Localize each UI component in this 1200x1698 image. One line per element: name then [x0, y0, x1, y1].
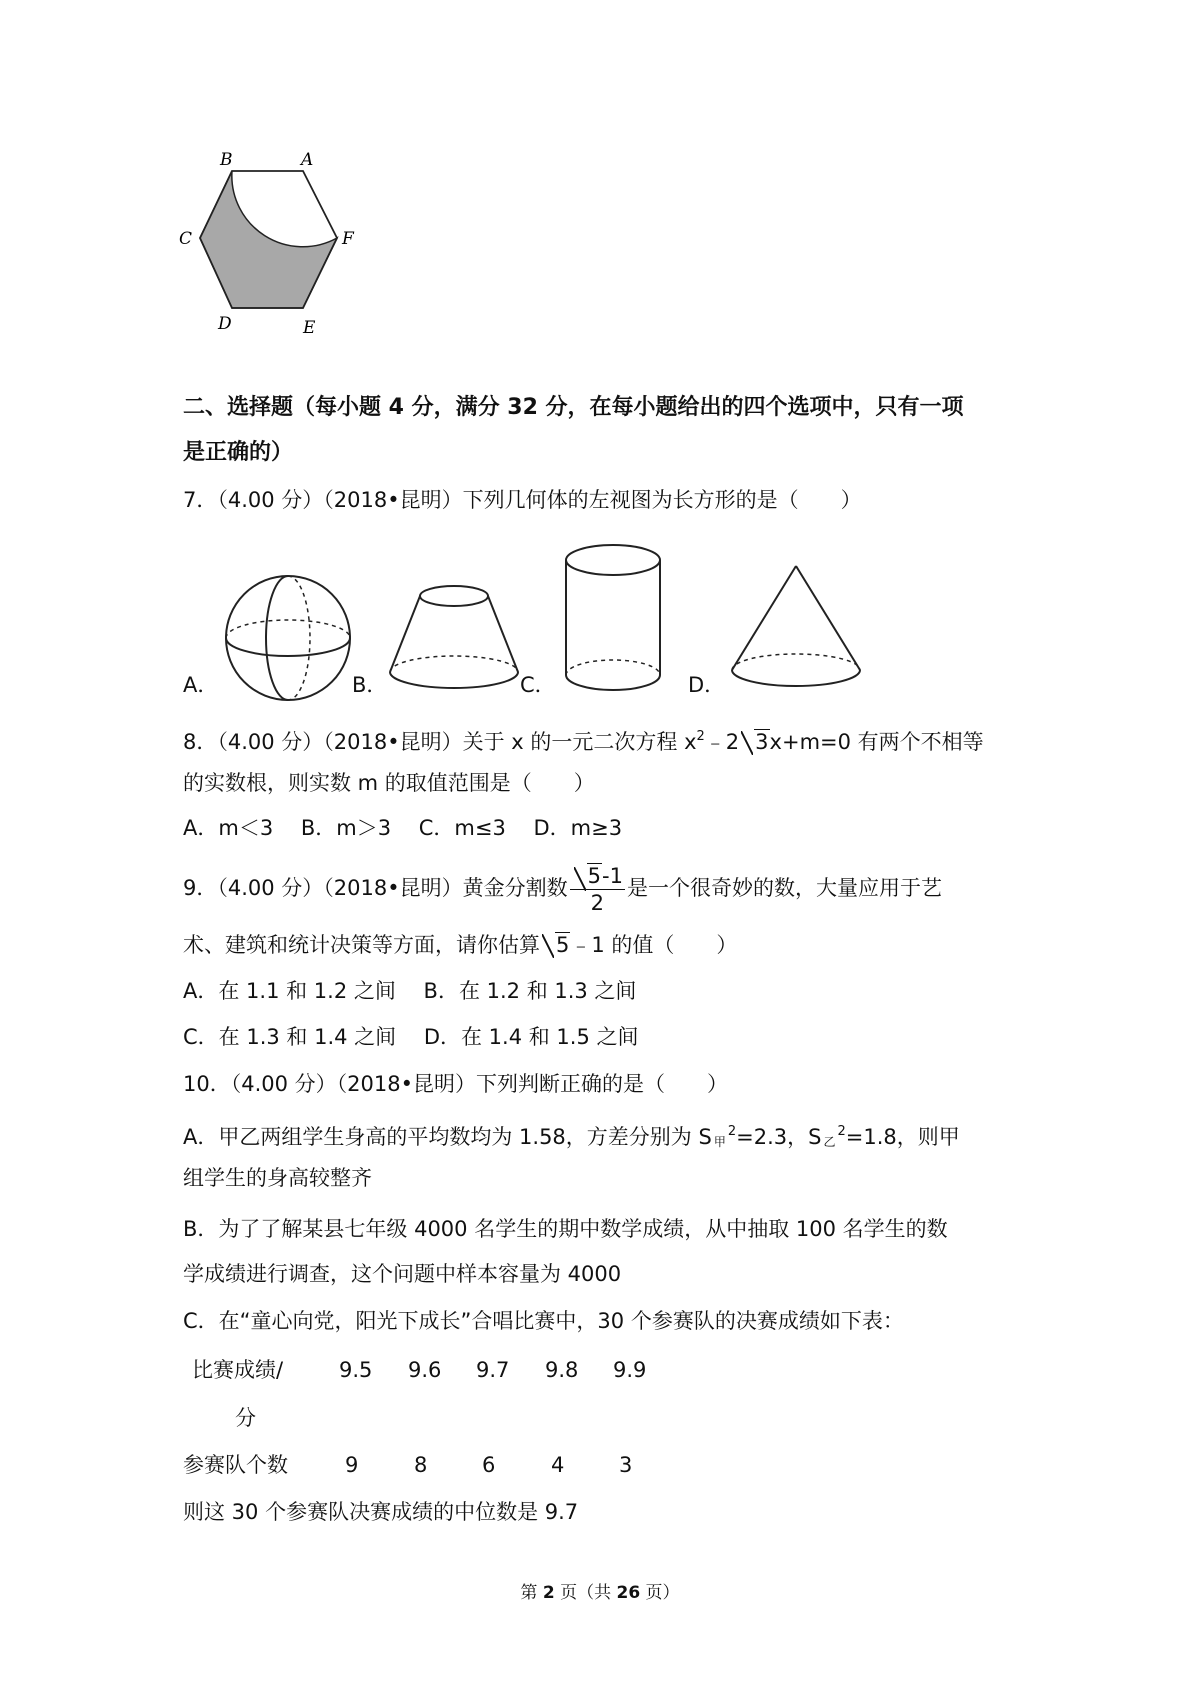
q7-option-c-label: C．	[520, 673, 556, 697]
q10-a-sup2: 2	[837, 1124, 846, 1139]
table-score-cell: 9.8	[545, 1358, 579, 1382]
q8-exponent: 2	[696, 729, 705, 744]
q10-option-b-line2: 学成绩进行调查，这个问题中样本容量为 4000	[183, 1262, 622, 1286]
table-row1-label-unit: 分	[235, 1406, 256, 1430]
section-title-line1: 二、选择题（每小题 4 分，满分 32 分，在每小题给出的四个选项中，只有一项	[183, 395, 964, 420]
cone-figure	[726, 560, 866, 700]
hexagon-figure	[175, 140, 375, 340]
q9-line2-prefix: 术、建筑和统计决策等方面，请你估算	[183, 933, 540, 957]
table-score-cell: 9.6	[408, 1358, 442, 1382]
q10-option-c-line1: C．在“童心向党，阳光下成长”合唱比赛中，30 个参赛队的决赛成绩如下表：	[183, 1309, 904, 1333]
q9-suffix: 是一个很奇妙的数，大量应用于艺	[626, 876, 942, 900]
golden-ratio-fraction	[570, 863, 625, 916]
q10-option-b-line1: B．为了了解某县七年级 4000 名学生的期中数学成绩，从中抽取 100 名学生的数	[183, 1217, 948, 1241]
table-row1-label: 比赛成绩/	[192, 1358, 284, 1382]
q9-line2-suffix: ﹣1 的值（ ）	[570, 933, 738, 957]
table-count-cell: 3	[619, 1453, 633, 1477]
footer-pre: 第	[520, 1583, 543, 1603]
q9-line2-sqrt	[542, 930, 570, 960]
vertex-label-e: E	[303, 318, 316, 338]
q7-option-a-label: A．	[183, 673, 219, 697]
q9-options-row2: C．在 1.3 和 1.4 之间 D．在 1.4 和 1.5 之间	[183, 1025, 639, 1049]
q10-option-a-line1	[183, 1117, 960, 1157]
q8-line1	[183, 722, 984, 757]
vertex-label-c: C	[179, 229, 193, 249]
table-count-cell: 6	[482, 1453, 496, 1477]
table-count-cell: 8	[414, 1453, 428, 1477]
q10-option-c-conclusion: 则这 30 个参赛队决赛成绩的中位数是 9.7	[183, 1500, 579, 1524]
q8-suffix: x+m=0 有两个不相等	[769, 730, 984, 754]
q8-radicand: 3	[755, 730, 769, 754]
q9-prefix: 9．（4.00 分）（2018•昆明）黄金分割数	[183, 876, 568, 900]
table-score-cell: 9.5	[339, 1358, 373, 1382]
q9-line1	[183, 858, 942, 918]
section-title-line2: 是正确的）	[183, 440, 294, 465]
q8-prefix: 8．（4.00 分）（2018•昆明）关于 x 的一元二次方程 x	[183, 730, 697, 754]
q7-option-d-label: D．	[688, 673, 726, 697]
q8-options: A．m＜3 B．m＞3 C．m≤3 D．m≥3	[183, 816, 623, 840]
q7-text: 7．（4.00 分）（2018•昆明）下列几何体的左视图为长方形的是（ ）	[183, 488, 862, 512]
sphere-figure	[218, 568, 358, 708]
q10-a-prefix: A．甲乙两组学生身高的平均数均为 1.58，方差分别为 S	[183, 1125, 712, 1149]
q7-option-b-label: B．	[352, 673, 388, 697]
q10-a-mid: =2.3，S	[736, 1125, 822, 1149]
table-count-cell: 9	[345, 1453, 359, 1477]
footer-post: 页）	[640, 1583, 680, 1603]
shaded-region	[200, 171, 337, 308]
page-footer	[0, 1578, 1200, 1603]
q10-a-sub-yi: 乙	[823, 1135, 836, 1149]
table-score-cell: 9.7	[476, 1358, 510, 1382]
q9-line2-radicand: 5	[556, 933, 570, 957]
footer-total-pages: 26	[616, 1583, 641, 1603]
vertex-label-b: B	[220, 150, 233, 170]
vertex-label-f: F	[342, 229, 354, 249]
q9-frac-radicand: 5	[587, 863, 601, 888]
vertex-label-d: D	[218, 314, 232, 334]
q10-a-sup1: 2	[727, 1124, 737, 1139]
footer-mid: 页（共	[554, 1583, 617, 1603]
q9-frac-sqrt	[574, 863, 602, 889]
q10-option-a-line2: 组学生的身高较整齐	[183, 1166, 372, 1190]
table-score-cell: 9.9	[613, 1358, 647, 1382]
q9-options-row1: A．在 1.1 和 1.2 之间 B．在 1.2 和 1.3 之间	[183, 979, 637, 1003]
table-row2-label: 参赛队个数	[183, 1453, 288, 1477]
q9-line2	[183, 930, 737, 960]
q8-mid: ﹣2	[704, 730, 740, 754]
q9-frac-den: 2	[590, 890, 604, 915]
q9-frac-num-tail: -1	[602, 863, 623, 888]
footer-page-number: 2	[542, 1583, 555, 1603]
q10-text: 10．（4.00 分）（2018•昆明）下列判断正确的是（ ）	[183, 1072, 728, 1096]
frustum-figure	[384, 580, 524, 695]
q8-line2: 的实数根，则实数 m 的取值范围是（ ）	[183, 771, 595, 795]
cylinder-figure	[558, 540, 668, 700]
q10-a-sub-jia: 甲	[713, 1135, 726, 1149]
q10-a-suffix: =1.8，则甲	[845, 1125, 960, 1149]
q8-sqrt	[741, 727, 769, 757]
table-count-cell: 4	[551, 1453, 565, 1477]
vertex-label-a: A	[301, 150, 314, 170]
